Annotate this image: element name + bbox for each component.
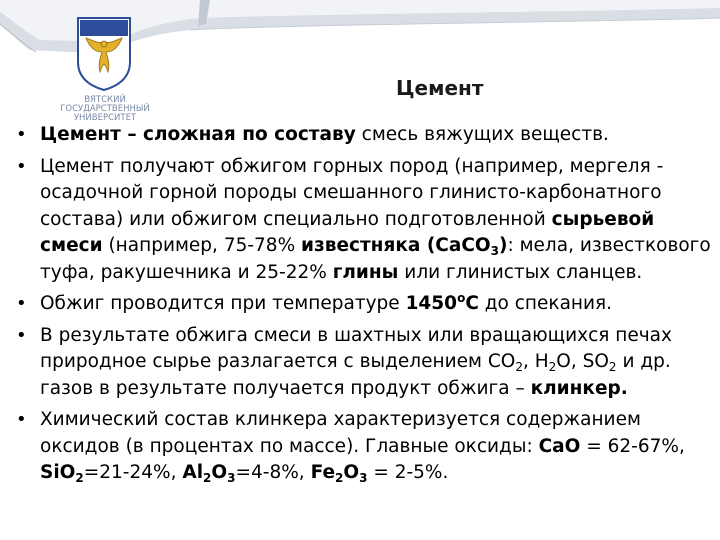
bullet-text-run: Al <box>182 462 204 483</box>
bullet-text-run: C <box>465 293 479 314</box>
slide-title: Цемент <box>396 76 484 100</box>
bullet-text-run: 2 <box>335 471 344 485</box>
bullet-text-run: 3 <box>227 471 236 485</box>
bullet-text-run: O, SO <box>556 351 609 372</box>
bullet-text-run: 2 <box>75 471 84 485</box>
bullet-text-run: : мела, известкового туфа, ракушечника и 25-22% <box>40 235 711 283</box>
university-line: ГОСУДАРСТВЕННЫЙ <box>60 104 150 114</box>
bullet-text-run: смесь вяжущих веществ. <box>355 124 609 145</box>
bullet-text-run: 2 <box>203 471 212 485</box>
bullet-text-run: Цемент получают обжигом горных пород (например, мергеля - осадочной горной породы смешанного глинисто-карбонатного состава) или обжигом специально подготовленной <box>40 155 664 230</box>
bullet-list <box>14 122 714 492</box>
bullet-dot-icon: • <box>16 124 27 145</box>
bullet-text-run: ) <box>499 235 508 256</box>
bullet-text-run: глины <box>332 261 399 283</box>
bullet-text-run: до спекания. <box>478 293 613 314</box>
bullet-text-run: =4-8%, <box>235 462 311 483</box>
bullet-text-run: известняка (CaCO <box>301 235 491 256</box>
bird-crest-icon <box>74 14 134 92</box>
bullet-text-run: сырьевой смеси <box>40 208 655 256</box>
university-name <box>50 96 160 123</box>
bullet-text-run: (например, 75-78% <box>102 235 302 256</box>
bullet-text-run: клинкер. <box>530 377 628 399</box>
bullet-text-run: =21-24%, <box>83 462 183 483</box>
university-line: ВЯТСКИЙ <box>84 95 126 105</box>
bullet-text-run: 2 <box>515 360 523 374</box>
bullet-text-run: или глинистых сланцев. <box>398 261 643 283</box>
bullet-text-run: Цемент – сложная по составу <box>40 124 356 145</box>
bullet-text-run: 1450 <box>405 293 458 314</box>
bullet-text-run: O <box>211 462 228 483</box>
bullet-text-run: 2 <box>548 360 557 374</box>
university-line: УНИВЕРСИТЕТ <box>73 113 137 123</box>
bullet-text-run: SiO <box>40 462 76 483</box>
bullet-dot-icon: • <box>16 409 27 430</box>
bullet-text-run: = 2-5%. <box>367 462 449 483</box>
bullet-text-run: 2 <box>608 360 617 374</box>
bullet-dot-icon: • <box>16 324 27 346</box>
bullet-item <box>14 154 714 287</box>
bullet-dot-icon: • <box>16 155 27 177</box>
bullet-text-run: CaO <box>538 435 581 457</box>
bullet-item <box>14 291 714 318</box>
bullet-text-run: Химический состав клинкера характеризуется содержанием оксидов (в процентах по массе). Главные оксиды: <box>40 409 641 457</box>
bullet-item <box>14 122 714 149</box>
bullet-item <box>14 407 714 487</box>
bullet-text-run: , H <box>522 351 549 372</box>
bullet-text-run: O <box>343 462 360 483</box>
bullet-text-run: и др. газов в результате получается продукт обжига – <box>40 351 671 399</box>
bullet-text-run: Fe <box>310 462 335 483</box>
bullet-dot-icon: • <box>16 293 27 314</box>
bullet-text-run: Обжиг проводится при температуре <box>40 293 406 314</box>
bullet-item <box>14 323 714 403</box>
bullet-text-run: o <box>457 291 466 305</box>
bullet-text-run: 3 <box>359 471 368 485</box>
bullet-text-run: В результате обжига смеси в шахтных или вращающихся печах природное сырье разлагается с выделением CO <box>40 324 672 372</box>
bullet-text-run: 3 <box>490 244 500 258</box>
bullet-text-run: = 62-67%, <box>580 435 685 457</box>
